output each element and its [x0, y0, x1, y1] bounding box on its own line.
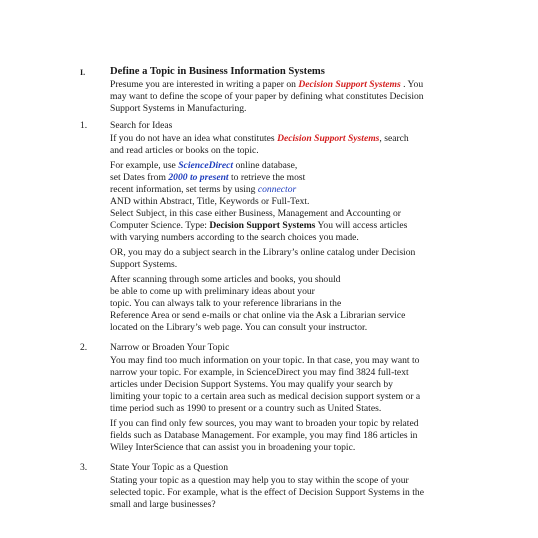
connector-term: connector	[257, 184, 297, 195]
item2-line: time period such as 1990 to present or a country such as United States.	[110, 403, 382, 414]
item1-line	[110, 160, 297, 172]
search-term: Decision Support Systems	[209, 220, 316, 231]
item1-line: with varying numbers according to the search choices you made.	[110, 232, 359, 243]
item1-text: set Dates from	[110, 172, 169, 183]
item1-line	[110, 133, 409, 145]
item-heading-3: State Your Topic as a Question	[110, 462, 228, 473]
topic-highlight: Decision Support Systems	[298, 79, 401, 90]
intro-line-1	[110, 79, 423, 91]
item1-text: to retrieve the most	[228, 172, 306, 183]
database-name: ScienceDirect	[178, 160, 234, 171]
item2-line: fields such as Database Management. For example, you may find 186 articles in	[110, 430, 418, 441]
item1-line: AND within Abstract, Title, Keywords or Full-Text.	[110, 196, 310, 207]
date-range: 2000 to present	[168, 172, 229, 183]
item1-text: For example, use	[110, 160, 179, 171]
item3-line: selected topic. For example, what is the effect of Decision Support Systems in the	[110, 487, 424, 498]
item1-line: Support Systems.	[110, 259, 178, 270]
intro-text: . You	[400, 79, 424, 90]
item2-line: If you can find only few sources, you may want to broaden your topic by related	[110, 418, 419, 429]
item-number-2: 2.	[80, 342, 88, 353]
item1-text: If you do not have an idea what constitutes	[110, 133, 278, 144]
intro-text: Presume you are interested in writing a paper on	[110, 79, 299, 90]
intro-line-2: may want to define the scope of your paper by defining what constitutes Decision	[110, 91, 424, 102]
topic-highlight: Decision Support Systems	[277, 133, 380, 144]
item1-line	[110, 172, 305, 184]
item2-line: You may find too much information on your topic. In that case, you may want to	[110, 355, 420, 366]
item1-text: online database,	[233, 160, 298, 171]
item2-line: articles under Decision Support Systems. You may qualify your search by	[110, 379, 393, 390]
item1-line: After scanning through some articles and books, you should	[110, 274, 341, 285]
item1-line: topic. You can always talk to your reference librarians in the	[110, 298, 342, 309]
item1-text: Computer Science. Type:	[110, 220, 210, 231]
item1-line: OR, you may do a subject search in the Library’s online catalog under Decision	[110, 247, 416, 258]
item3-line: Stating your topic as a question may help you to stay within the scope of your	[110, 475, 409, 486]
item1-line: be able to come up with preliminary ideas about your	[110, 286, 315, 297]
item1-text: You will access articles	[315, 220, 408, 231]
item1-line: and read articles or books on the topic.	[110, 145, 259, 156]
item1-text: recent information, set terms by using	[110, 184, 258, 195]
item1-text: , search	[379, 133, 409, 144]
item1-line	[110, 184, 296, 196]
item1-line: located on the Library’s web page. You can consult your instructor.	[110, 322, 368, 333]
section-title: Define a Topic in Business Information Systems	[110, 66, 325, 77]
item2-line: narrow your topic. For example, in ScienceDirect you may find 3824 full-text	[110, 367, 409, 378]
item-number-1: 1.	[80, 120, 88, 131]
item2-line: Wiley InterScience that can assist you in broadening your topic.	[110, 442, 356, 453]
item1-line: Reference Area or send e-mails or chat online via the Ask a Librarian service	[110, 310, 406, 321]
item-heading-1: Search for Ideas	[110, 120, 173, 131]
item3-line: small and large businesses?	[110, 499, 216, 510]
section-numeral: I.	[80, 68, 86, 77]
item1-line	[110, 220, 407, 232]
item2-line: limiting your topic to a certain area such as medical decision support system or a	[110, 391, 421, 402]
item-heading-2: Narrow or Broaden Your Topic	[110, 342, 230, 353]
item-number-3: 3.	[80, 462, 88, 473]
item1-line: Select Subject, in this case either Business, Management and Accounting or	[110, 208, 401, 219]
intro-line-3: Support Systems in Manufacturing.	[110, 103, 247, 114]
